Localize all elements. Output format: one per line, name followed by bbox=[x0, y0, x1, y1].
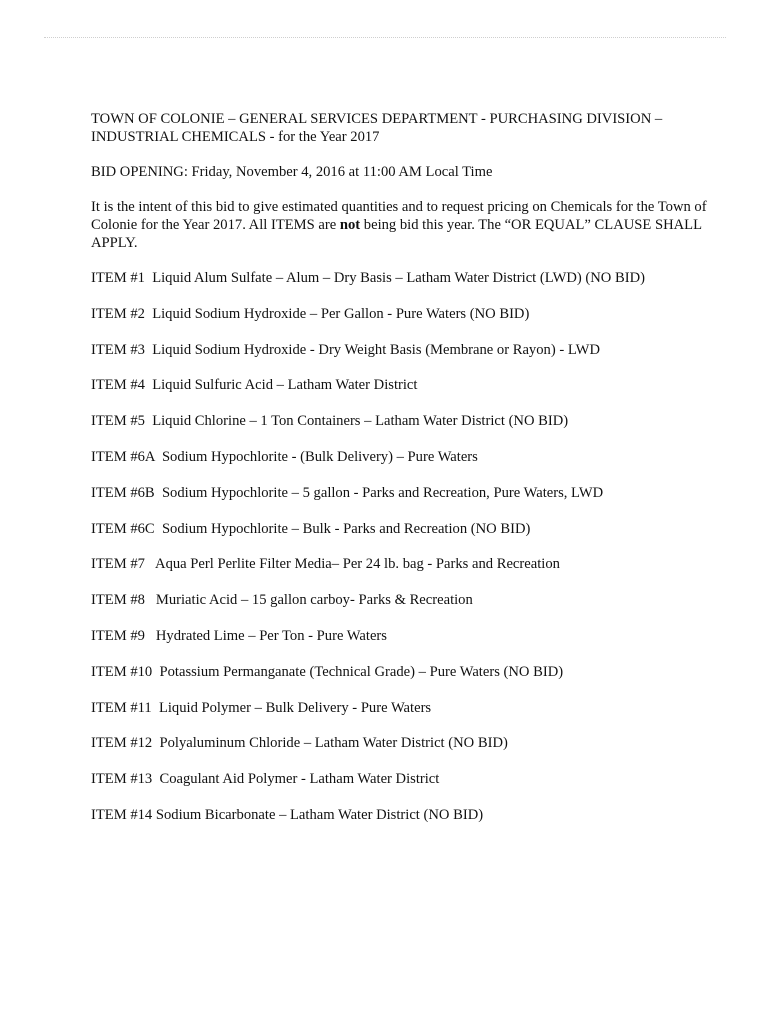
item-list bbox=[91, 269, 721, 824]
list-item: ITEM #1 Liquid Alum Sulfate – Alum – Dry Basis – Latham Water District (LWD) (NO BID) bbox=[91, 270, 645, 286]
list-item: ITEM #11 Liquid Polymer – Bulk Delivery - Pure Waters bbox=[91, 699, 432, 716]
list-item: ITEM #6B Sodium Hypochlorite – 5 gallon - Parks and Recreation, Pure Waters, LWD bbox=[91, 484, 604, 501]
list-item: ITEM #5 Liquid Chlorine – 1 Ton Containers – Latham Water District (NO BID) bbox=[91, 413, 569, 430]
list-item: ITEM #9 Hydrated Lime – Per Ton - Pure Waters bbox=[91, 627, 387, 644]
list-item: ITEM #14 Sodium Bicarbonate – Latham Water District (NO BID) bbox=[91, 806, 484, 823]
list-item: ITEM #10 Potassium Permanganate (Technical Grade) – Pure Waters (NO BID) bbox=[91, 663, 564, 680]
bid-opening-line: BID OPENING: Friday, November 4, 2016 at 11:00 AM Local Time bbox=[91, 164, 493, 180]
intent-emphasis: not bbox=[339, 217, 361, 233]
intent-text-2: being bid this year. The “OR EQUAL” CLAUSE SHALL APPLY. bbox=[91, 217, 702, 251]
heading-line-2: INDUSTRIAL CHEMICALS - for the Year 2017 bbox=[91, 129, 380, 145]
list-item: ITEM #7 Aqua Perl Perlite Filter Media– Per 24 lb. bag - Parks and Recreation bbox=[91, 556, 560, 573]
list-item: ITEM #3 Liquid Sodium Hydroxide - Dry Weight Basis (Membrane or Rayon) - LWD bbox=[91, 341, 600, 358]
list-item: ITEM #4 Liquid Sulfuric Acid – Latham Water District bbox=[91, 377, 418, 394]
list-item: ITEM #2 Liquid Sodium Hydroxide – Per Gallon - Pure Waters (NO BID) bbox=[91, 305, 530, 322]
list-item: ITEM #6C Sodium Hypochlorite – Bulk - Parks and Recreation (NO BID) bbox=[91, 520, 531, 537]
list-item: ITEM #8 Muriatic Acid – 15 gallon carboy- Parks & Recreation bbox=[91, 592, 473, 609]
intent-paragraph bbox=[91, 198, 721, 252]
list-item: ITEM #6A Sodium Hypochlorite - (Bulk Delivery) – Pure Waters bbox=[91, 448, 478, 465]
page-top-divider bbox=[44, 37, 726, 38]
list-item: ITEM #12 Polyaluminum Chloride – Latham Water District (NO BID) bbox=[91, 735, 508, 752]
heading-line-1: TOWN OF COLONIE – GENERAL SERVICES DEPARTMENT - PURCHASING DIVISION – bbox=[91, 111, 663, 127]
document-heading bbox=[91, 110, 721, 146]
list-item: ITEM #13 Coagulant Aid Polymer - Latham Water District bbox=[91, 771, 440, 788]
document-body bbox=[91, 110, 721, 842]
intent-text-1: It is the intent of this bid to give estimated quantities and to request pricing on Chemicals for the Town of Colonie for the Year 2017. All ITEMS are bbox=[91, 199, 707, 233]
